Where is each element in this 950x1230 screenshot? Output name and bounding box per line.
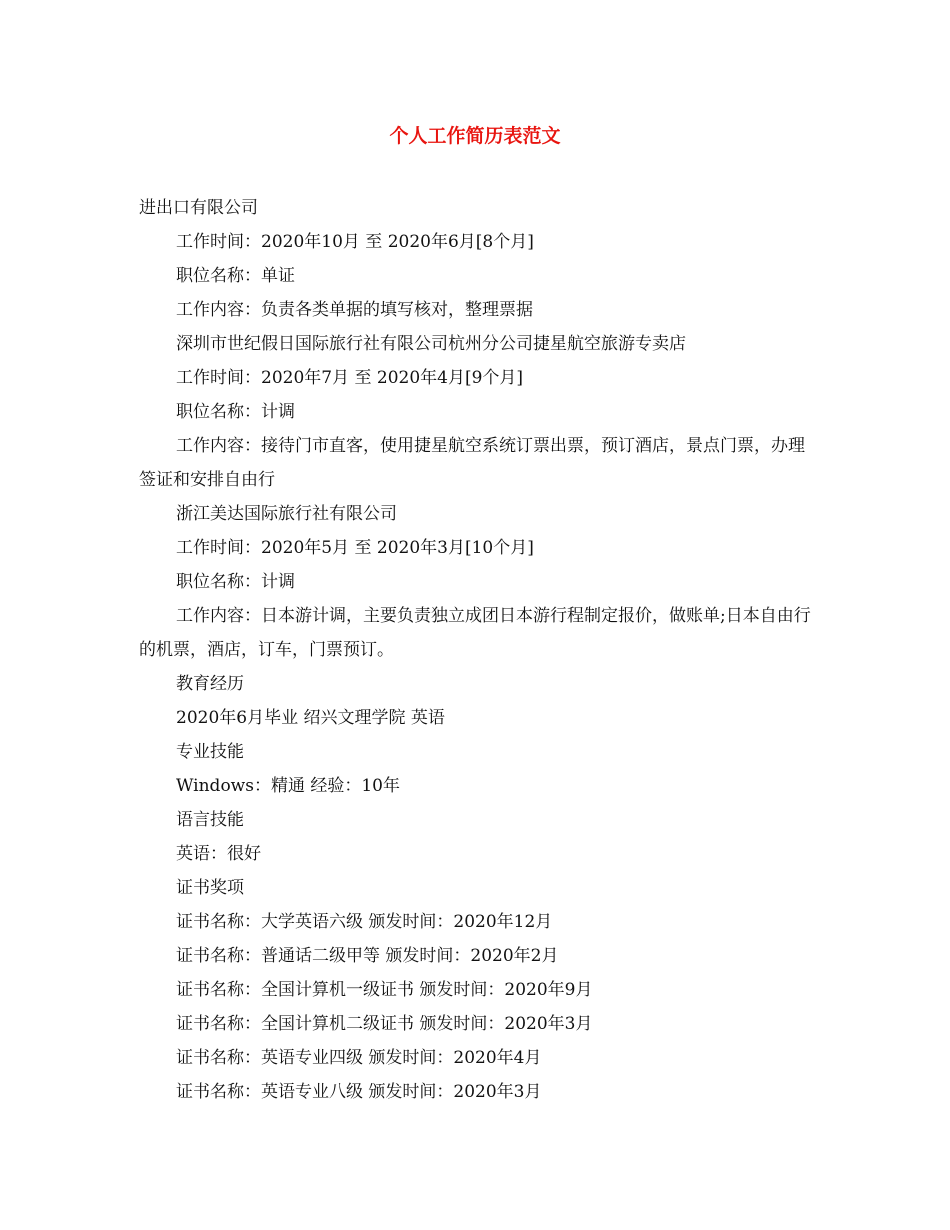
education-entry: 2020年6月毕业 绍兴文理学院 英语 — [176, 708, 445, 728]
language-skill-entry: 英语：很好 — [176, 844, 261, 864]
section-heading-certificates: 证书奖项 — [176, 878, 244, 898]
job-title-1: 职位名称：单证 — [176, 266, 295, 286]
work-period-2: 工作时间：2020年7月 至 2020年4月[9个月] — [176, 368, 524, 388]
job-description-1: 工作内容：负责各类单据的填写核对，整理票据 — [176, 300, 533, 320]
work-period-1: 工作时间：2020年10月 至 2020年6月[8个月] — [176, 232, 534, 252]
certificate-entry-5: 证书名称：英语专业四级 颁发时间：2020年4月 — [176, 1048, 542, 1068]
section-heading-language-skills: 语言技能 — [176, 810, 244, 830]
company-name-3: 浙江美达国际旅行社有限公司 — [176, 504, 397, 524]
section-heading-education: 教育经历 — [176, 674, 244, 694]
certificate-entry-2: 证书名称：普通话二级甲等 颁发时间：2020年2月 — [176, 946, 559, 966]
professional-skill-entry: Windows：精通 经验：10年 — [176, 776, 400, 796]
document-title: 个人工作简历表范文 — [389, 125, 561, 147]
document-body — [139, 191, 819, 1109]
job-description-3: 工作内容：日本游计调，主要负责独立成团日本游行程制定报价，做账单;日本自由行的机票，酒店，订车，门票预订。 — [139, 606, 811, 660]
certificate-entry-1: 证书名称：大学英语六级 颁发时间：2020年12月 — [176, 912, 553, 932]
certificate-entry-3: 证书名称：全国计算机一级证书 颁发时间：2020年9月 — [176, 980, 593, 1000]
job-title-2: 职位名称：计调 — [176, 402, 295, 422]
job-description-2: 工作内容：接待门市直客，使用捷星航空系统订票出票，预订酒店，景点门票，办理签证和安排自由行 — [139, 436, 805, 490]
company-name-1: 进出口有限公司 — [139, 198, 258, 218]
certificate-entry-4: 证书名称：全国计算机二级证书 颁发时间：2020年3月 — [176, 1014, 593, 1034]
certificate-entry-6: 证书名称：英语专业八级 颁发时间：2020年3月 — [176, 1082, 542, 1102]
job-title-3: 职位名称：计调 — [176, 572, 295, 592]
company-name-2: 深圳市世纪假日国际旅行社有限公司杭州分公司捷星航空旅游专卖店 — [176, 334, 686, 354]
work-period-3: 工作时间：2020年5月 至 2020年3月[10个月] — [176, 538, 534, 558]
section-heading-professional-skills: 专业技能 — [176, 742, 244, 762]
